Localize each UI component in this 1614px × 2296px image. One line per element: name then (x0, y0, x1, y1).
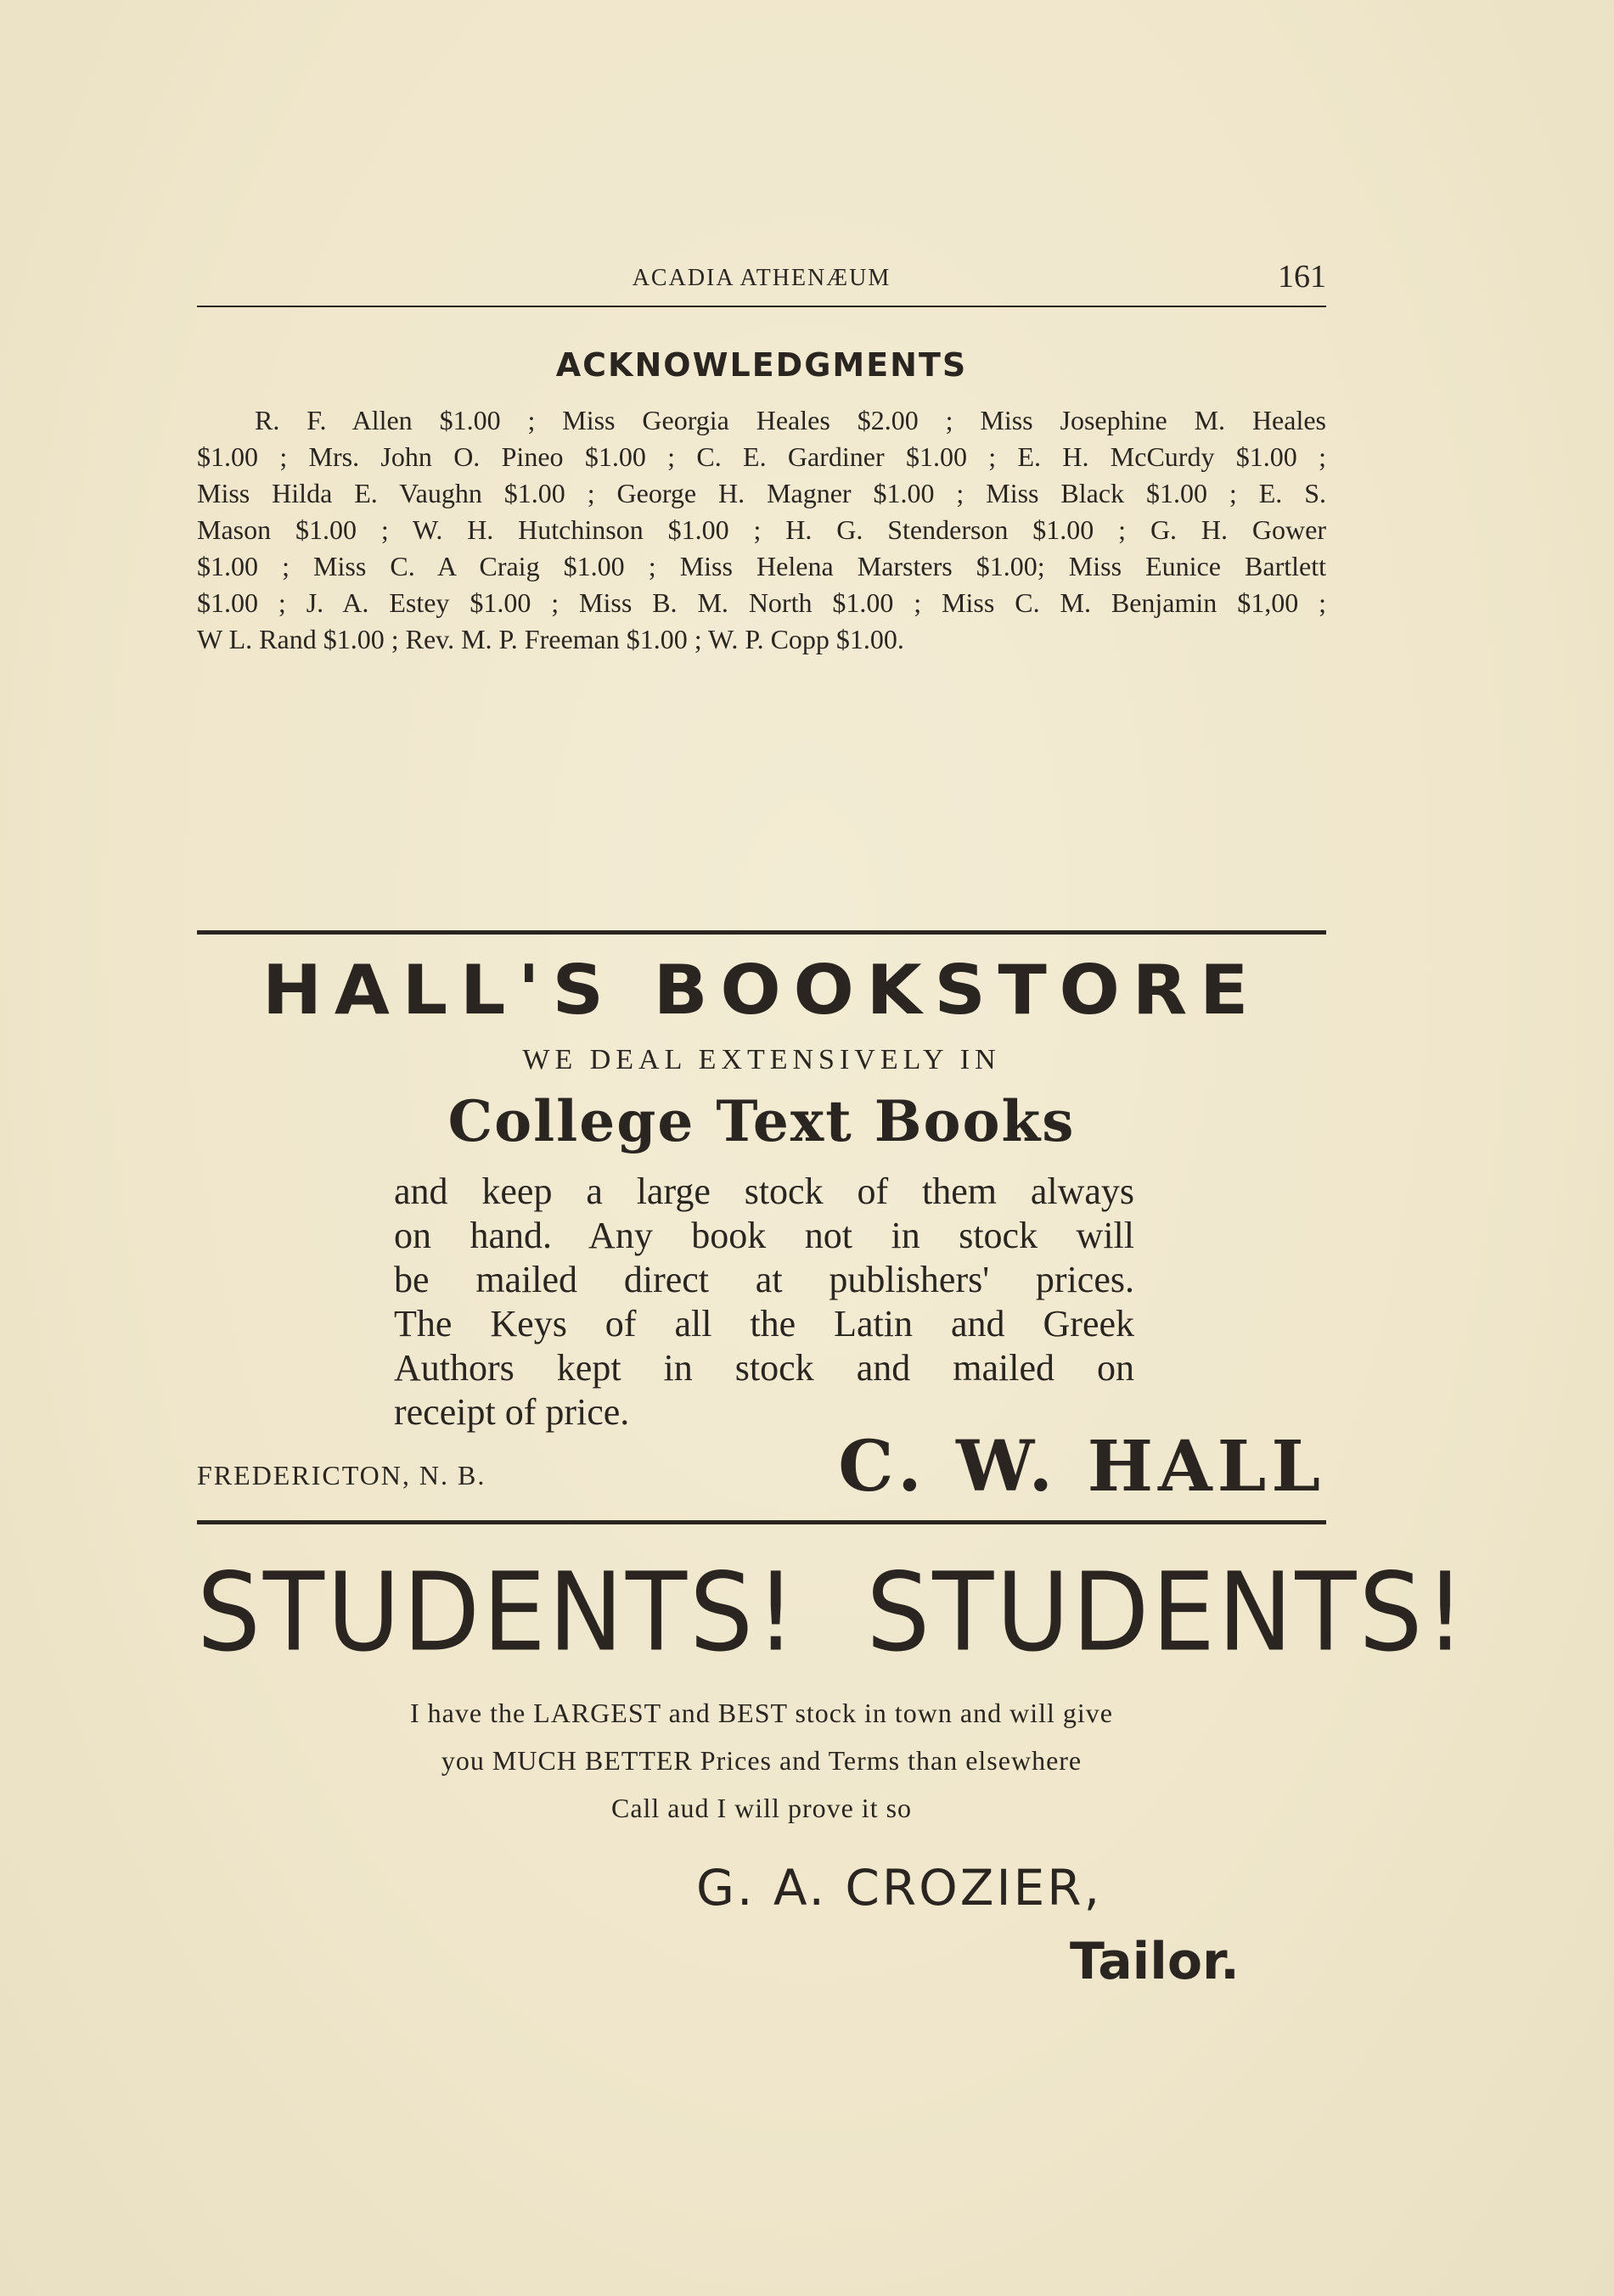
acknowledgments-line: R. F. Allen $1.00 ; Miss Georgia Heales $2.00 ; Miss Josephine M. Heales (255, 405, 1326, 435)
halls-signature: C. W. HALL (838, 1426, 1325, 1507)
halls-body-line: Authors kept in stock and mailed on (394, 1347, 1134, 1389)
crozier-name: G. A. CROZIER, (696, 1859, 1103, 1917)
halls-bookstore-title: HALL'S BOOKSTORE (262, 951, 1262, 1030)
page-number: 161 (1278, 259, 1326, 295)
journal-title: ACADIA ATHENÆUM (632, 265, 891, 291)
halls-body-line: and keep a large stock of them always (394, 1170, 1134, 1212)
halls-location: FREDERICTON, N. B. (197, 1460, 486, 1490)
crozier-body-line: you MUCH BETTER Prices and Terms than elsewhere (441, 1745, 1083, 1776)
college-text-books: College Text Books (447, 1088, 1076, 1154)
acknowledgments-list (197, 402, 1326, 658)
acknowledgments-line: Mason $1.00 ; W. H. Hutchinson $1.00 ; H. G. Stenderson $1.00 ; G. H. Gower (197, 514, 1326, 545)
halls-top-rule (197, 930, 1326, 935)
halls-body-line: The Keys of all the Latin and Greek (394, 1303, 1134, 1344)
students-headline (197, 1548, 1468, 1676)
halls-body-line: be mailed direct at publishers' prices. (394, 1259, 1134, 1300)
acknowledgments-line: W L. Rand $1.00 ; Rev. M. P. Freeman $1.00 ; W. P. Copp $1.00. (197, 624, 904, 654)
header-rule (197, 306, 1326, 307)
crozier-body-line: Call aud I will prove it so (610, 1793, 913, 1823)
halls-bottom-rule (197, 1520, 1326, 1524)
acknowledgments-line: $1.00 ; Miss C. A Craig $1.00 ; Miss Helena Marsters $1.00; Miss Eunice Bartlett (197, 551, 1326, 581)
crozier-trade: Tailor. (1070, 1932, 1240, 1991)
crozier-body-line: I have the LARGEST and BEST stock in town and will give (410, 1698, 1113, 1728)
acknowledgments-line: $1.00 ; Mrs. John O. Pineo $1.00 ; C. E. Gardiner $1.00 ; E. H. McCurdy $1.00 ; (197, 441, 1326, 472)
acknowledgments-heading: ACKNOWLEDGMENTS (555, 346, 968, 384)
crozier-body (197, 1689, 1326, 1832)
students-headline-left: STUDENTS! (197, 1548, 799, 1676)
halls-body (394, 1170, 1134, 1434)
halls-body-line: on hand. Any book not in stock will (394, 1215, 1134, 1256)
students-headline-right: STUDENTS! (866, 1548, 1468, 1676)
acknowledgments-line: $1.00 ; J. A. Estey $1.00 ; Miss B. M. North $1.00 ; Miss C. M. Benjamin $1,00 ; (197, 587, 1326, 618)
halls-body-line: receipt of price. (394, 1391, 630, 1433)
running-header (197, 255, 1326, 306)
acknowledgments-line: Miss Hilda E. Vaughn $1.00 ; George H. Magner $1.00 ; Miss Black $1.00 ; E. S. (197, 478, 1326, 508)
halls-deal-line: WE DEAL EXTENSIVELY IN (522, 1044, 1001, 1075)
